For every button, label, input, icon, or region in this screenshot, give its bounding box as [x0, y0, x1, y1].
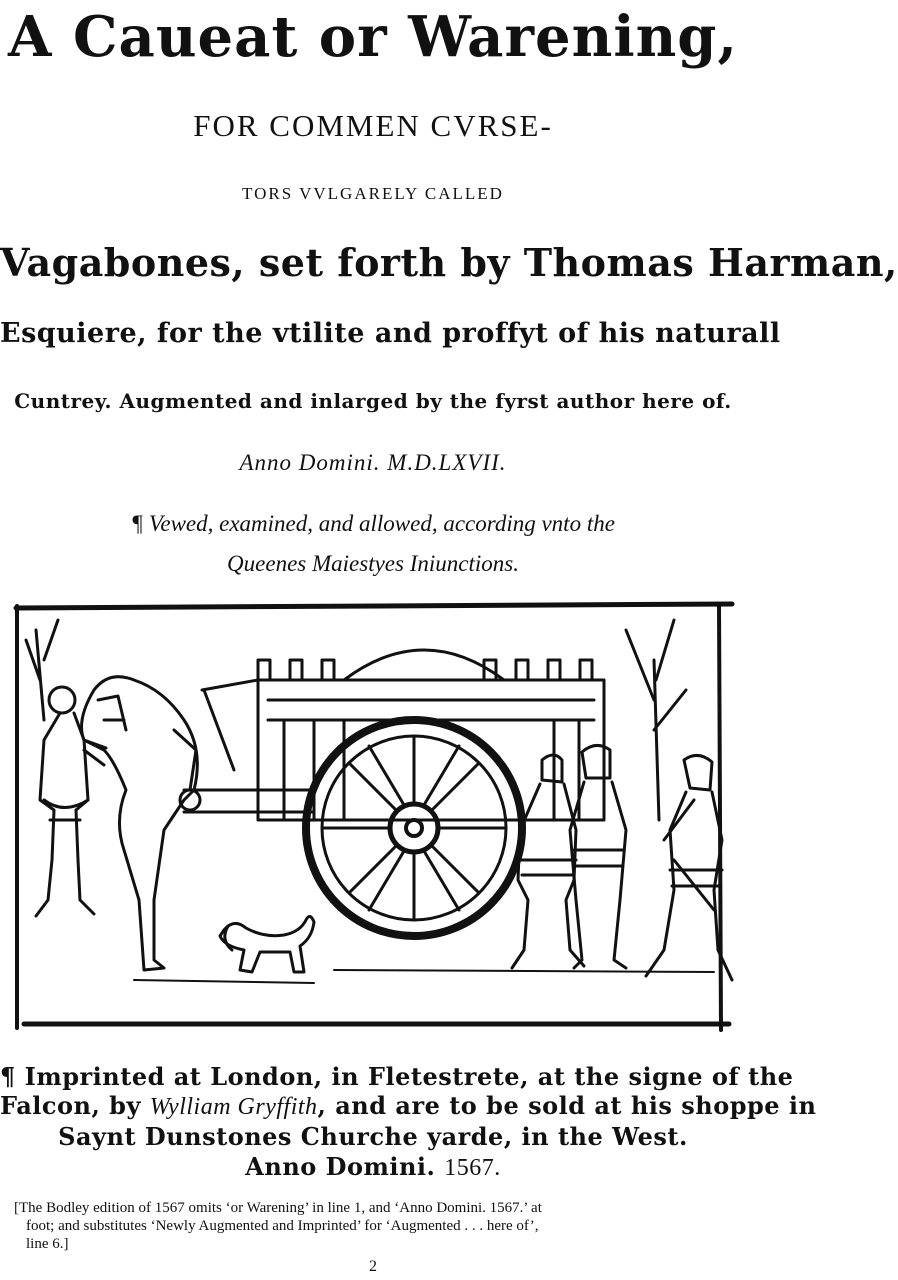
editorial-note-line-2: foot; and substitutes ‘Newly Augmented and Imprinted’ for ‘Augmented . . . here of’,	[26, 1218, 539, 1234]
editorial-note-line-1: [The Bodley edition of 1567 omits ‘or Warening’ in line 1, and ‘Anno Domini. 1567.’ at	[14, 1200, 542, 1216]
license-line-2: Queenes Maiestyes Iniunctions.	[227, 551, 519, 576]
editorial-note-line-3: line 6.]	[26, 1236, 69, 1252]
imprint-line-2-start: Falcon, by	[0, 1091, 150, 1120]
page-number: 2	[369, 1258, 377, 1275]
title-line-6: Cuntrey. Augmented and inlarged by the fyrst author here of.	[14, 389, 732, 413]
page-title: A Caueat or Warening,	[8, 4, 738, 70]
imprint-year: 1567.	[444, 1155, 501, 1181]
title-line-2: FOR COMMEN CVRSE-	[193, 108, 553, 143]
printer-name: Wylliam Gryffith	[149, 1094, 318, 1120]
woodcut-illustration	[14, 600, 734, 1032]
imprint-line-2	[0, 1091, 817, 1121]
imprint-line-3: Saynt Dunstones Churche yarde, in the West.	[58, 1122, 688, 1151]
imprint-line-4	[0, 1152, 746, 1182]
license-line-1: ¶ Vewed, examined, and allowed, according vnto the	[131, 511, 615, 536]
title-line-4: Vagabones, set forth by Thomas Harman,	[0, 240, 898, 285]
title-line-3: TORS VVLGARELY CALLED	[242, 184, 504, 203]
title-line-5: Esquiere, for the vtilite and proffyt of his naturall	[0, 318, 781, 349]
imprint-line-2-end: , and are to be sold at his shoppe in	[317, 1091, 817, 1120]
date-line: Anno Domini. M.D.LXVII.	[239, 450, 507, 475]
imprint-anno: Anno Domini.	[245, 1152, 445, 1181]
imprint-line-1: ¶ Imprinted at London, in Fletestrete, at the signe of the	[0, 1062, 794, 1091]
